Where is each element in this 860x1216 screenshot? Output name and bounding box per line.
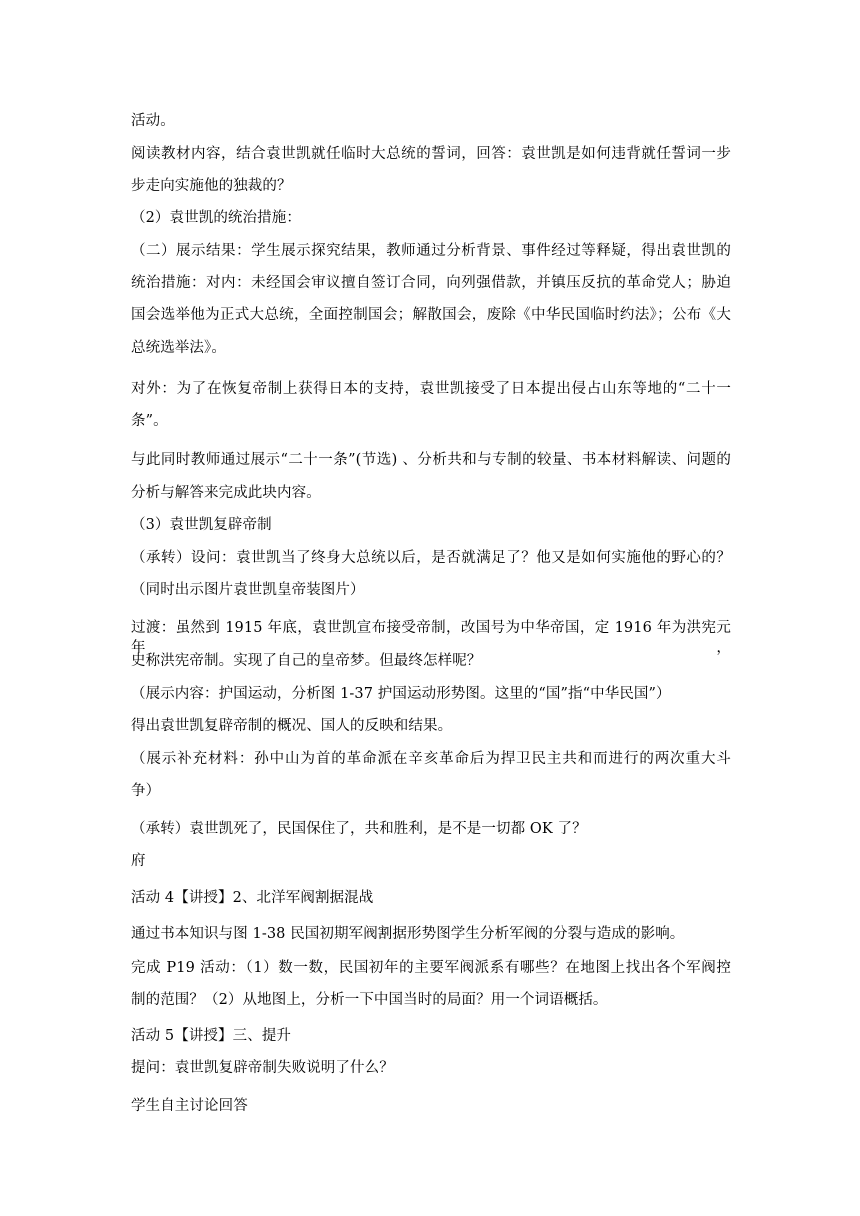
paragraph-line: 争） (131, 783, 161, 799)
paragraph-line: 国会选举他为正式大总统，全面控制国会；解散国会，废除《中华民国临时约法》；公布《大 (131, 307, 731, 323)
paragraph-line: 分析与解答来完成此块内容。 (131, 485, 321, 501)
paragraph-line: 对外：为了在恢复帝制上获得日本的支持，袁世凯接受了日本提出侵占山东等地的“二十一 (131, 381, 731, 397)
paragraph-line: 学生自主讨论回答 (131, 1098, 248, 1114)
activity-heading: 活动 4【讲授】2、北洋军阀割据混战 (131, 890, 374, 906)
paragraph-line: （承转）设问：袁世凯当了终身大总统以后，是否就满足了？他又是如何实施他的野心的？ (131, 550, 731, 566)
paragraph-line: 过渡：虽然到 1915 年底，袁世凯宣布接受帝制，改国号为中华帝国，定 1916 年为洪宪元年， (131, 620, 731, 656)
paragraph-line: 与此同时教师通过展示“二十一条”(节选) 、分析共和与专制的较量、书本材料解读、问题的 (131, 452, 731, 468)
paragraph-line: （承转）袁世凯死了，民国保住了，共和胜利，是不是一切都 OK 了？ (131, 821, 587, 837)
paragraph-line: 活动。 (131, 113, 175, 129)
paragraph-line: 府 (131, 853, 146, 869)
section-heading: （2）袁世凯的统治措施： (131, 210, 301, 226)
paragraph-line: 完成 P19 活动：（1）数一数，民国初年的主要军阀派系有哪些？在地图上找出各个军阀控 (131, 960, 731, 976)
paragraph-line: 统治措施：对内：未经国会审议擅自签订合同，向列强借款，并镇压反抗的革命党人；胁迫 (131, 275, 731, 291)
paragraph-line: （展示补充材料：孙中山为首的革命派在辛亥革命后为捍卫民主共和而进行的两次重大斗 (131, 751, 731, 767)
paragraph-line: 条”。 (131, 413, 168, 429)
paragraph-line: 阅读教材内容，结合袁世凯就任临时大总统的誓词，回答：袁世凯是如何违背就任誓词一步 (131, 146, 731, 162)
paragraph-line: 制的范围？（2）从地图上，分析一下中国当时的局面？用一个词语概括。 (131, 992, 608, 1008)
paragraph-line: 提问：袁世凯复辟帝制失败说明了什么？ (131, 1060, 394, 1076)
paragraph-line: （展示内容：护国运动，分析图 1-37 护国运动形势图。这里的“国”指“中华民国”） (131, 686, 671, 702)
paragraph-line: 史称洪宪帝制。实现了自己的皇帝梦。但最终怎样呢？ (131, 653, 482, 669)
activity-heading: 活动 5【讲授】三、提升 (131, 1028, 292, 1044)
paragraph-line: 得出袁世凯复辟帝制的概况、国人的反映和结果。 (131, 718, 453, 734)
paragraph-line: （二）展示结果：学生展示探究结果，教师通过分析背景、事件经过等释疑，得出袁世凯的 (131, 243, 731, 259)
paragraph-line: 总统选举法》。 (131, 340, 226, 356)
section-heading: （3）袁世凯复辟帝制 (131, 517, 272, 533)
paragraph-line: 通过书本知识与图 1-38 民国初期军阀割据形势图学生分析军阀的分裂与造成的影响。 (131, 926, 685, 942)
paragraph-line: （同时出示图片袁世凯皇帝装图片） (131, 582, 365, 598)
paragraph-line: 步走向实施他的独裁的？ (131, 178, 292, 194)
